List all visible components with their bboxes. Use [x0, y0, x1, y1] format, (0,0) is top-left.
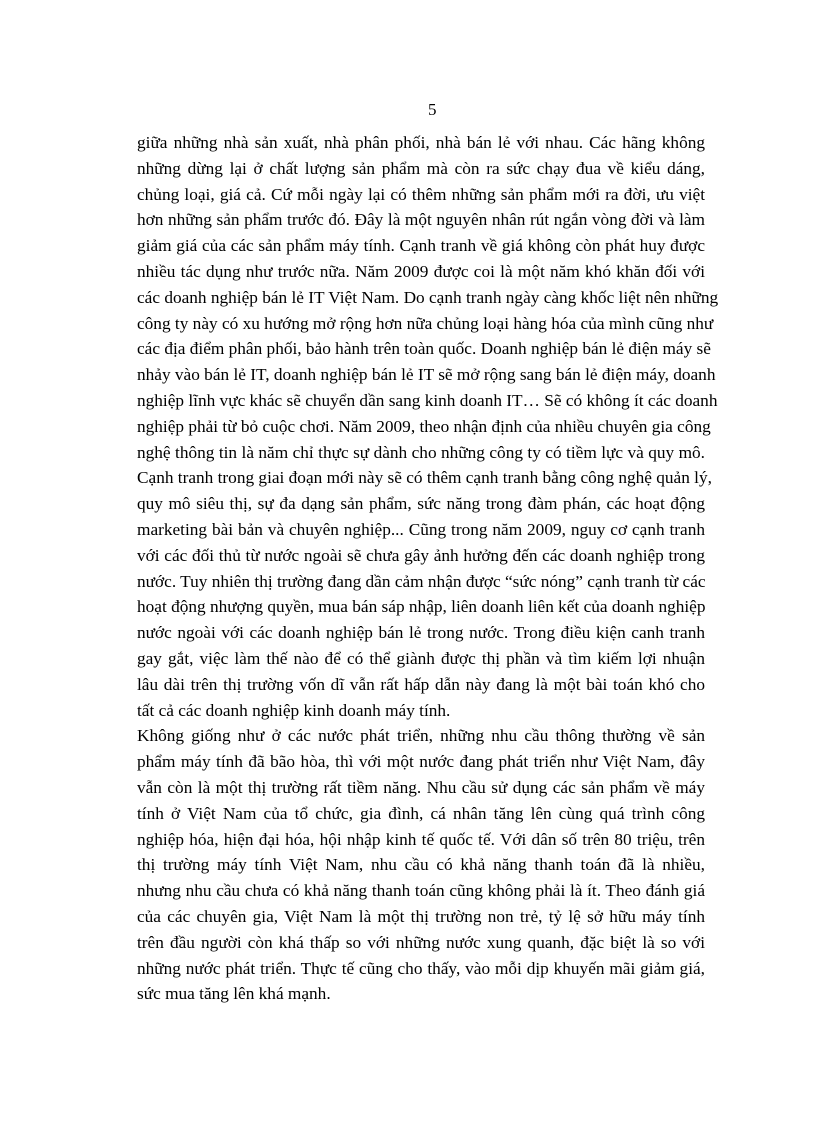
text-line: phẩm máy tính đã bão hòa, thì với một nước đang phát triển như Việt Nam, đây	[137, 752, 705, 772]
text-line: Cạnh tranh trong giai đoạn mới này sẽ có thêm cạnh tranh bằng công nghệ quản lý,	[137, 468, 712, 488]
text-line: nghệ thông tin là năm chỉ thực sự dành cho những công ty có tiềm lực và quy mô.	[137, 442, 705, 462]
text-line: những dừng lại ở chất lượng sản phẩm mà còn ra sức chạy đua về kiểu dáng,	[137, 158, 705, 178]
text-line: quy mô siêu thị, sự đa dạng sản phẩm, sức năng trong đàm phán, các hoạt động	[137, 494, 705, 514]
text-line: nước ngoài với các doanh nghiệp bán lẻ trong nước. Trong điều kiện canh tranh	[137, 623, 705, 643]
text-line: nghiệp phải từ bỏ cuộc chơi. Năm 2009, theo nhận định của nhiều chuyên gia công	[137, 416, 711, 436]
text-line: nước. Tuy nhiên thị trường đang dần cảm nhận được “sức nóng” cạnh tranh từ các	[137, 571, 706, 591]
text-line: nhảy vào bán lẻ IT, doanh nghiệp bán lẻ IT sẽ mở rộng sang bán lẻ điện máy, doanh	[137, 365, 716, 385]
text-line: giữa những nhà sản xuất, nhà phân phối, nhà bán lẻ với nhau. Các hãng không	[137, 133, 705, 152]
text-line: nghiệp lĩnh vực khác sẽ chuyển dần sang kinh doanh IT… Sẽ có không ít các doanh	[137, 390, 718, 410]
text-line: các địa điểm phân phối, bảo hành trên toàn quốc. Doanh nghiệp bán lẻ điện máy sẽ	[137, 339, 711, 359]
page-number: 5	[428, 100, 437, 119]
text-line: vẫn còn là một thị trường rất tiềm năng. Nhu cầu sử dụng các sản phẩm về máy	[137, 777, 705, 797]
text-line: nhưng nhu cầu chưa có khả năng thanh toán cũng không phải là ít. Theo đánh giá	[137, 881, 705, 901]
text-line: nghiệp hóa, hiện đại hóa, hội nhập kinh tế quốc tế. Với dân số trên 80 triệu, trên	[137, 829, 705, 849]
text-line: gay gắt, việc làm thế nào để có thể giành được thị phần và tìm kiếm lợi nhuận	[137, 648, 705, 668]
text-line: hoạt động nhượng quyền, mua bán sáp nhập, liên doanh liên kết của doanh nghiệp	[137, 597, 706, 617]
text-line: thị trường máy tính Việt Nam, nhu cầu có khả năng thanh toán đã là nhiều,	[137, 855, 705, 875]
text-line: hơn những sản phẩm trước đó. Đây là một nguyên nhân rút ngắn vòng đời và làm	[137, 210, 705, 230]
text-line: lâu dài trên thị trường vốn dĩ vẫn rất hấp dẫn này đang là một bài toán khó cho	[137, 674, 705, 694]
paragraph	[137, 723, 705, 1007]
document-body	[137, 130, 719, 1007]
text-line: sức mua tăng lên khá mạnh.	[137, 984, 331, 1004]
text-line: những nước phát triển. Thực tế cũng cho thấy, vào mỗi dịp khuyến mãi giảm giá,	[137, 958, 705, 978]
text-line: của các chuyên gia, Việt Nam là một thị trường non trẻ, tỷ lệ sở hữu máy tính	[137, 906, 705, 926]
text-line: công ty này có xu hướng mở rộng hơn nữa chủng loại hàng hóa của mình cũng như	[137, 313, 714, 333]
text-line: các doanh nghiệp bán lẻ IT Việt Nam. Do cạnh tranh ngày càng khốc liệt nên những	[137, 287, 719, 307]
text-line: với các đối thủ từ nước ngoài sẽ chưa gây ảnh hưởng đến các doanh nghiệp trong	[137, 545, 705, 565]
paragraph	[137, 130, 719, 723]
text-line: giảm giá của các sản phẩm máy tính. Cạnh tranh về giá không còn phát huy được	[137, 236, 705, 256]
text-line: tính ở Việt Nam của tổ chức, gia đình, cá nhân tăng lên cùng quá trình công	[137, 803, 705, 823]
text-line: marketing bài bản và chuyên nghiệp... Cũng trong năm 2009, nguy cơ cạnh tranh	[137, 519, 705, 539]
text-line: trên đầu người còn khá thấp so với những nước xung quanh, đặc biệt là so với	[137, 932, 705, 952]
text-line: nhiều tác dụng như trước nữa. Năm 2009 được coi là một năm khó khăn đối với	[137, 261, 705, 281]
text-line: chủng loại, giá cả. Cứ mỗi ngày lại có thêm những sản phẩm mới ra đời, ưu việt	[137, 184, 705, 204]
text-line: tất cả các doanh nghiệp kinh doanh máy tính.	[137, 700, 451, 720]
text-line: Không giống như ở các nước phát triển, những nhu cầu thông thường về sản	[137, 726, 705, 746]
